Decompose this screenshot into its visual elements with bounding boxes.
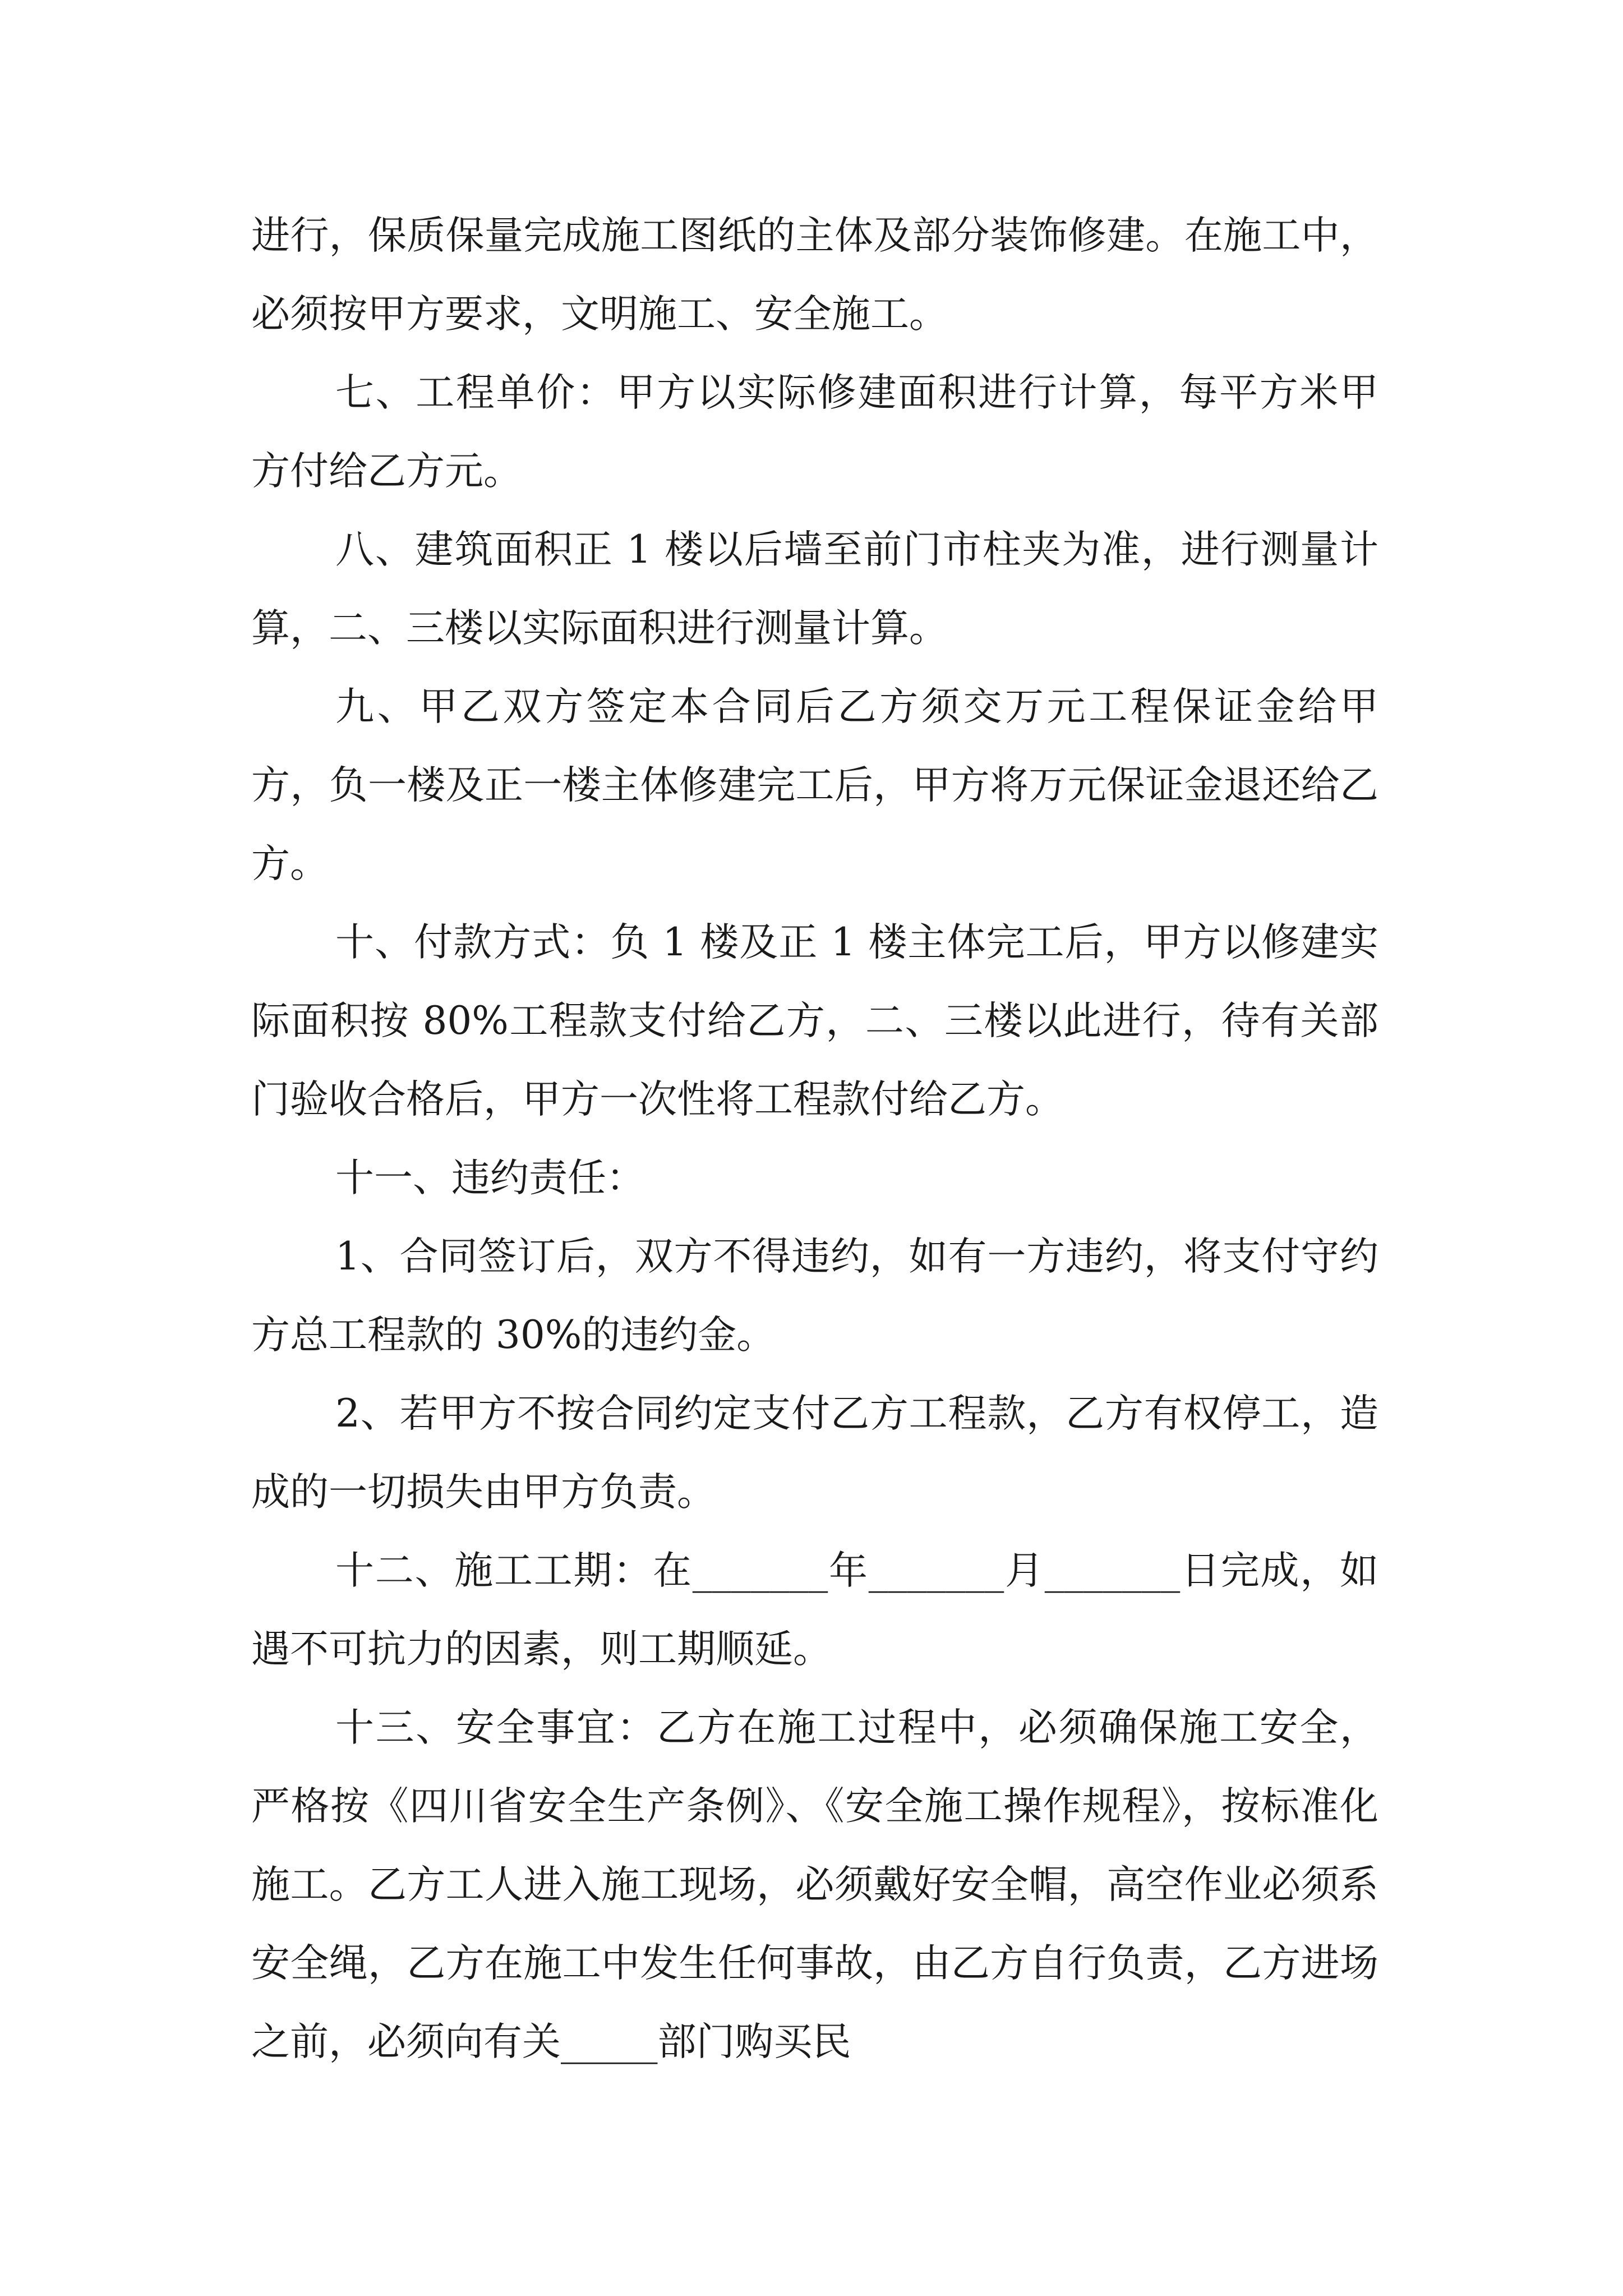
- paragraph-clause-11-item-1: 1、合同签订后，双方不得违约，如有一方违约，将支付守约方总工程款的 30%的违约金。: [251, 1234, 1378, 1358]
- paragraph-continuation: 进行，保质保量完成施工图纸的主体及部分装饰修建。在施工中，必须按甲方要求，文明施工、安全施工。: [251, 213, 1378, 337]
- paragraph-clause-11-heading: 十一、违约责任：: [335, 1156, 645, 1200]
- paragraph-clause-10: 十、付款方式：负 1 楼及正 1 楼主体完工后，甲方以修建实际面积按 80%工程款支付给乙方，二、三楼以此进行，待有关部门验收合格后，甲方一次性将工程款付给乙方。: [251, 920, 1378, 1122]
- contract-body: [251, 196, 1378, 2081]
- paragraph-clause-13: 十三、安全事宜：乙方在施工过程中，必须确保施工安全，严格按《四川省安全生产条例》、《安全施工操作规程》，按标准化施工。乙方工人进入施工现场，必须戴好安全帽，高空作业必须系安全绳，乙方在施工中发生任何事故，由乙方自行负责，乙方进场之前，必须向有关_____部门购买民: [251, 1705, 1378, 2064]
- paragraph-clause-7: 七、工程单价：甲方以实际修建面积进行计算，每平方米甲方付给乙方元。: [251, 370, 1378, 494]
- paragraph-clause-11-item-2: 2、若甲方不按合同约定支付乙方工程款，乙方有权停工，造成的一切损失由甲方负责。: [251, 1391, 1378, 1515]
- paragraph-clause-8: 八、建筑面积正 1 楼以后墙至前门市柱夹为准，进行测量计算，二、三楼以实际面积进行测量计算。: [251, 527, 1378, 651]
- paragraph-clause-9: 九、甲乙双方签定本合同后乙方须交万元工程保证金给甲方，负一楼及正一楼主体修建完工后，甲方将万元保证金退还给乙方。: [251, 684, 1378, 886]
- paragraph-clause-12: 十二、施工工期：在_______年_______月_______日完成，如遇不可抗力的因素，则工期顺延。: [251, 1548, 1378, 1672]
